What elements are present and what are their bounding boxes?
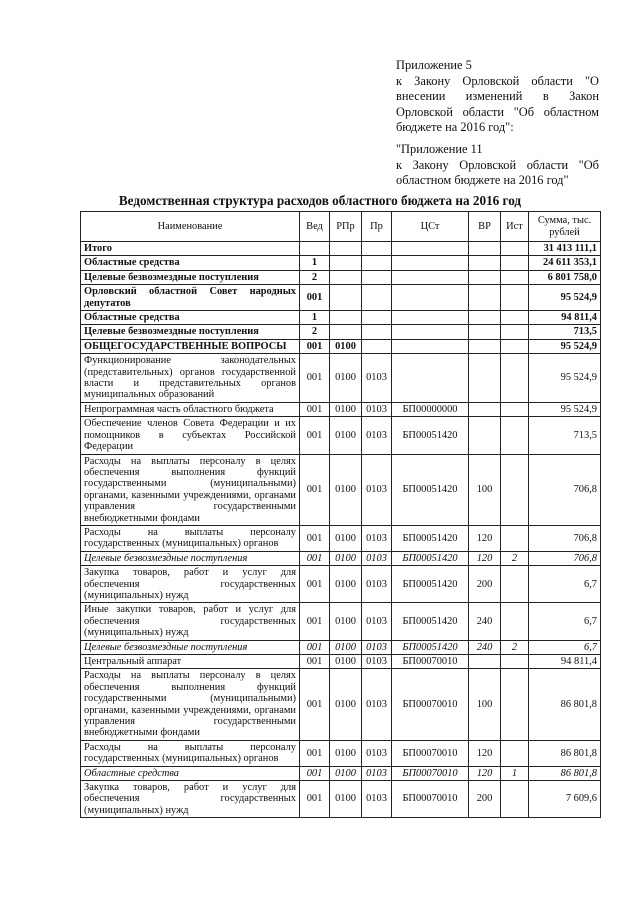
cell-vr xyxy=(469,325,501,339)
cell-cst: БП00051420 xyxy=(392,454,469,525)
cell-ved: 001 xyxy=(300,669,330,740)
cell-vr: 120 xyxy=(469,551,501,565)
table-row xyxy=(81,766,601,780)
cell-ved: 001 xyxy=(300,551,330,565)
cell-cst xyxy=(392,256,469,270)
cell-ved: 001 xyxy=(300,603,330,640)
cell-name: Центральный аппарат xyxy=(81,655,300,669)
cell-ist: 2 xyxy=(501,640,529,654)
cell-vr: 200 xyxy=(469,566,501,603)
cell-cst: БП00070010 xyxy=(392,766,469,780)
cell-vr xyxy=(469,242,501,256)
table-row xyxy=(81,270,601,284)
cell-rpr: 0100 xyxy=(330,655,362,669)
annex-header xyxy=(396,58,599,136)
table-row xyxy=(81,781,601,818)
cell-rpr: 0100 xyxy=(330,781,362,818)
cell-ved: 001 xyxy=(300,454,330,525)
cell-pr: 0103 xyxy=(362,781,392,818)
cell-rpr: 0100 xyxy=(330,339,362,353)
table-row xyxy=(81,402,601,416)
cell-rpr xyxy=(330,285,362,311)
cell-rpr: 0100 xyxy=(330,740,362,766)
cell-rpr xyxy=(330,311,362,325)
cell-ist xyxy=(501,325,529,339)
cell-cst: БП00051420 xyxy=(392,525,469,551)
cell-vr xyxy=(469,270,501,284)
cell-ist xyxy=(501,285,529,311)
cell-pr xyxy=(362,285,392,311)
cell-ved: 2 xyxy=(300,325,330,339)
cell-sum: 94 811,4 xyxy=(529,655,601,669)
cell-sum: 6 801 758,0 xyxy=(529,270,601,284)
cell-name: Непрограммная часть областного бюджета xyxy=(81,402,300,416)
cell-rpr xyxy=(330,270,362,284)
cell-vr xyxy=(469,339,501,353)
table-row xyxy=(81,655,601,669)
table-row xyxy=(81,603,601,640)
table-row xyxy=(81,256,601,270)
cell-sum: 95 524,9 xyxy=(529,354,601,403)
table-row xyxy=(81,417,601,454)
header-ved: Вед xyxy=(300,212,330,242)
cell-sum: 6,7 xyxy=(529,640,601,654)
header-rpr: РПр xyxy=(330,212,362,242)
cell-cst: БП00070010 xyxy=(392,655,469,669)
cell-sum: 86 801,8 xyxy=(529,766,601,780)
cell-name: Орловский областной Совет народных депутатов xyxy=(81,285,300,311)
cell-pr: 0103 xyxy=(362,669,392,740)
cell-ist xyxy=(501,740,529,766)
cell-rpr: 0100 xyxy=(330,354,362,403)
header-name: Наименование xyxy=(81,212,300,242)
table-row xyxy=(81,354,601,403)
cell-vr xyxy=(469,256,501,270)
cell-pr xyxy=(362,325,392,339)
cell-ist: 1 xyxy=(501,766,529,780)
cell-ved: 001 xyxy=(300,354,330,403)
cell-ist xyxy=(501,454,529,525)
cell-sum: 706,8 xyxy=(529,525,601,551)
cell-ist xyxy=(501,270,529,284)
cell-name: Закупка товаров, работ и услуг для обеспечения государственных (муниципальных) нужд xyxy=(81,566,300,603)
cell-ved: 1 xyxy=(300,256,330,270)
cell-vr xyxy=(469,655,501,669)
cell-name: Иные закупки товаров, работ и услуг для обеспечения государственных (муниципальных) нужд xyxy=(81,603,300,640)
cell-cst: БП00070010 xyxy=(392,740,469,766)
cell-ved: 001 xyxy=(300,402,330,416)
table-row xyxy=(81,285,601,311)
cell-ist xyxy=(501,311,529,325)
cell-name: Расходы на выплаты персоналу в целях обеспечения выполнения функций государственными (муниципальными) органами, казенными учреждениями, органами управления государственными внебюджетными фондами xyxy=(81,669,300,740)
cell-ist xyxy=(501,354,529,403)
cell-rpr: 0100 xyxy=(330,640,362,654)
cell-vr: 120 xyxy=(469,766,501,780)
cell-sum: 86 801,8 xyxy=(529,740,601,766)
table-row xyxy=(81,640,601,654)
cell-ved: 001 xyxy=(300,285,330,311)
cell-sum: 6,7 xyxy=(529,603,601,640)
cell-ved: 001 xyxy=(300,640,330,654)
cell-ved: 001 xyxy=(300,740,330,766)
cell-name: Итого xyxy=(81,242,300,256)
cell-vr xyxy=(469,354,501,403)
cell-ist xyxy=(501,256,529,270)
header-ist: Ист xyxy=(501,212,529,242)
cell-pr: 0103 xyxy=(362,551,392,565)
cell-cst xyxy=(392,311,469,325)
cell-rpr xyxy=(330,325,362,339)
document-title: Ведомственная структура расходов областного бюджета на 2016 год xyxy=(118,193,522,208)
cell-pr: 0103 xyxy=(362,603,392,640)
cell-cst xyxy=(392,339,469,353)
cell-name: Расходы на выплаты персоналу государственных (муниципальных) органов xyxy=(81,525,300,551)
cell-cst: БП00051420 xyxy=(392,566,469,603)
cell-pr: 0103 xyxy=(362,525,392,551)
table-row xyxy=(81,339,601,353)
cell-vr: 200 xyxy=(469,781,501,818)
header-cst: ЦСт xyxy=(392,212,469,242)
table-row xyxy=(81,740,601,766)
cell-sum: 706,8 xyxy=(529,454,601,525)
cell-cst: БП00070010 xyxy=(392,781,469,818)
cell-pr xyxy=(362,311,392,325)
cell-rpr: 0100 xyxy=(330,402,362,416)
cell-sum: 713,5 xyxy=(529,417,601,454)
cell-ist xyxy=(501,669,529,740)
annex-subheader xyxy=(396,142,599,189)
table-row xyxy=(81,311,601,325)
cell-ved: 1 xyxy=(300,311,330,325)
table-row xyxy=(81,525,601,551)
table-row xyxy=(81,669,601,740)
cell-name: Целевые безвозмездные поступления xyxy=(81,325,300,339)
table-row xyxy=(81,242,601,256)
annex-inner-law-reference: к Закону Орловской области "Об областном бюджете на 2016 год" xyxy=(396,157,599,188)
table-body xyxy=(81,242,601,818)
cell-cst xyxy=(392,285,469,311)
cell-vr: 100 xyxy=(469,454,501,525)
budget-structure-table xyxy=(80,211,601,818)
cell-ist xyxy=(501,402,529,416)
cell-ved: 001 xyxy=(300,781,330,818)
cell-name: Целевые безвозмездные поступления xyxy=(81,270,300,284)
cell-cst: БП00000000 xyxy=(392,402,469,416)
cell-ist xyxy=(501,339,529,353)
cell-sum: 7 609,6 xyxy=(529,781,601,818)
annex-inner-number: "Приложение 11 xyxy=(396,142,483,156)
cell-sum: 95 524,9 xyxy=(529,402,601,416)
cell-rpr: 0100 xyxy=(330,669,362,740)
cell-name: Функционирование законодательных (представительных) органов государственной власти и представительных органов муниципальных образований xyxy=(81,354,300,403)
cell-ved: 001 xyxy=(300,525,330,551)
cell-vr: 240 xyxy=(469,640,501,654)
cell-cst xyxy=(392,270,469,284)
cell-pr: 0103 xyxy=(362,454,392,525)
cell-sum: 24 611 353,1 xyxy=(529,256,601,270)
table-row xyxy=(81,454,601,525)
cell-sum: 706,8 xyxy=(529,551,601,565)
annex-law-reference: к Закону Орловской области "О внесении изменений в Закон Орловской области "Об областном бюджете на 2016 год": xyxy=(396,73,599,135)
cell-vr: 240 xyxy=(469,603,501,640)
table-row xyxy=(81,551,601,565)
cell-ist xyxy=(501,525,529,551)
cell-vr xyxy=(469,311,501,325)
cell-pr: 0103 xyxy=(362,766,392,780)
cell-rpr: 0100 xyxy=(330,603,362,640)
cell-rpr: 0100 xyxy=(330,525,362,551)
cell-cst xyxy=(392,325,469,339)
cell-name: Областные средства xyxy=(81,766,300,780)
cell-sum: 94 811,4 xyxy=(529,311,601,325)
table-row xyxy=(81,325,601,339)
cell-pr: 0103 xyxy=(362,417,392,454)
cell-vr xyxy=(469,417,501,454)
cell-ist xyxy=(501,417,529,454)
cell-sum: 95 524,9 xyxy=(529,339,601,353)
header-sum: Сумма, тыс. рублей xyxy=(529,212,601,242)
cell-name: Целевые безвозмездные поступления xyxy=(81,640,300,654)
cell-sum: 95 524,9 xyxy=(529,285,601,311)
cell-cst: БП00051420 xyxy=(392,640,469,654)
cell-sum: 31 413 111,1 xyxy=(529,242,601,256)
cell-ved: 001 xyxy=(300,766,330,780)
cell-pr xyxy=(362,256,392,270)
cell-rpr xyxy=(330,242,362,256)
cell-pr: 0103 xyxy=(362,402,392,416)
cell-name: Целевые безвозмездные поступления xyxy=(81,551,300,565)
cell-pr: 0103 xyxy=(362,640,392,654)
cell-ist xyxy=(501,603,529,640)
cell-ist xyxy=(501,655,529,669)
cell-sum: 86 801,8 xyxy=(529,669,601,740)
cell-name: Областные средства xyxy=(81,256,300,270)
cell-pr: 0103 xyxy=(362,740,392,766)
cell-name: ОБЩЕГОСУДАРСТВЕННЫЕ ВОПРОСЫ xyxy=(81,339,300,353)
cell-rpr: 0100 xyxy=(330,551,362,565)
header-vr: ВР xyxy=(469,212,501,242)
cell-cst: БП00051420 xyxy=(392,551,469,565)
cell-rpr: 0100 xyxy=(330,417,362,454)
cell-cst: БП00051420 xyxy=(392,603,469,640)
cell-vr: 120 xyxy=(469,740,501,766)
cell-rpr: 0100 xyxy=(330,566,362,603)
cell-vr xyxy=(469,285,501,311)
cell-pr: 0103 xyxy=(362,354,392,403)
cell-pr xyxy=(362,270,392,284)
cell-rpr: 0100 xyxy=(330,766,362,780)
cell-cst xyxy=(392,354,469,403)
cell-pr: 0103 xyxy=(362,566,392,603)
cell-vr: 100 xyxy=(469,669,501,740)
cell-ved: 001 xyxy=(300,655,330,669)
cell-name: Расходы на выплаты персоналу в целях обеспечения выполнения функций государственными (муниципальными) органами, казенными учреждениями, органами управления государственными внебюджетными фондами xyxy=(81,454,300,525)
header-pr: Пр xyxy=(362,212,392,242)
annex-number: Приложение 5 xyxy=(396,58,472,72)
cell-sum: 713,5 xyxy=(529,325,601,339)
cell-ved xyxy=(300,242,330,256)
cell-rpr xyxy=(330,256,362,270)
cell-pr: 0103 xyxy=(362,655,392,669)
cell-ist xyxy=(501,566,529,603)
cell-ist xyxy=(501,242,529,256)
cell-ved: 001 xyxy=(300,339,330,353)
cell-ist: 2 xyxy=(501,551,529,565)
cell-name: Закупка товаров, работ и услуг для обеспечения государственных (муниципальных) нужд xyxy=(81,781,300,818)
cell-name: Расходы на выплаты персоналу государственных (муниципальных) органов xyxy=(81,740,300,766)
table-row xyxy=(81,566,601,603)
cell-cst: БП00051420 xyxy=(392,417,469,454)
cell-pr xyxy=(362,242,392,256)
table-header-row xyxy=(81,212,601,242)
cell-ved: 001 xyxy=(300,566,330,603)
cell-vr xyxy=(469,402,501,416)
cell-ved: 001 xyxy=(300,417,330,454)
cell-vr: 120 xyxy=(469,525,501,551)
cell-cst: БП00070010 xyxy=(392,669,469,740)
cell-ist xyxy=(501,781,529,818)
cell-sum: 6,7 xyxy=(529,566,601,603)
cell-rpr: 0100 xyxy=(330,454,362,525)
cell-cst xyxy=(392,242,469,256)
cell-ved: 2 xyxy=(300,270,330,284)
cell-name: Областные средства xyxy=(81,311,300,325)
cell-pr xyxy=(362,339,392,353)
cell-name: Обеспечение членов Совета Федерации и их помощников в субъектах Российской Федерации xyxy=(81,417,300,454)
